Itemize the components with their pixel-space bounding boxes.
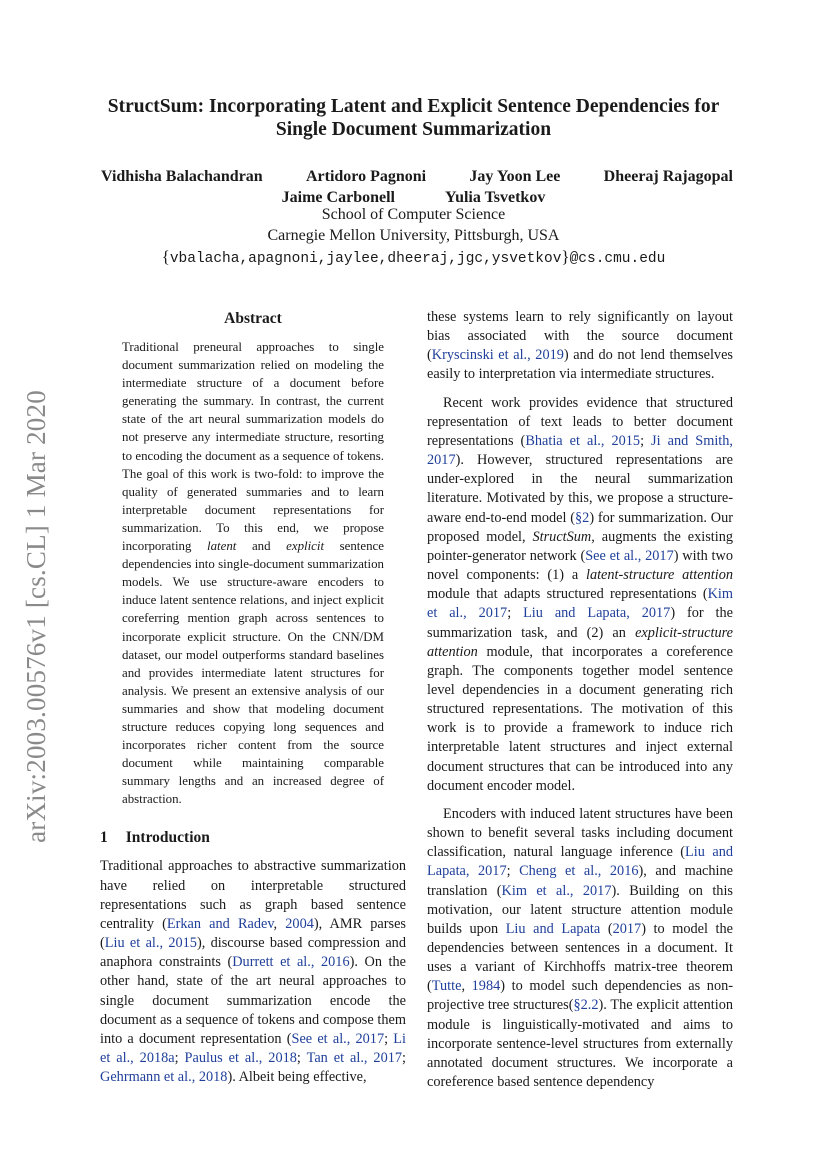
citation-link[interactable]: Durrett et al., 2016 (232, 954, 350, 971)
abstract-text: Traditional preneural approaches to single document summarization relied on modeling the intermediate structure of a document before generating the summary. In contrast, the current state of the art neural summarization models do not preserve any intermediate structure, resorting to encoding the document as a sequence of tokens. The goal of this work is two-fold: to improve the quality of generated summaries and to learn interpretable document representations for summarization. To this end, we propose incorporating latent and explicit sentence dependencies into single-document summarization models. We use structure-aware encoders to induce latent sentence relations, and inject explicit coreferring mention graph across sentences to incorporate explicit structure. On the CNN/DM dataset, our model outperforms standard baselines and provides intermediate latent structures for analysis. We present an extensive analysis of our summaries and show that modeling document structure reduces copying long sequences and incorporates richer content from the source document while maintaining comparable summary lengths and an increased degree of abstraction. (122, 340, 384, 807)
body-paragraph-continued: these systems learn to rely significantly on layout bias associated with the source document (Kryscinski et al., 2019) and do not lend themselves easily to interpretation via intermediate structures. (427, 309, 733, 383)
citation-link[interactable]: 2017 (612, 920, 642, 937)
section-title: Introduction (125, 829, 210, 847)
citation-link[interactable]: Tutte (431, 978, 462, 995)
author-list (80, 166, 747, 208)
email-users: vbalacha,apagnoni,jaylee,dheeraj,jgc,ysvetkov (169, 251, 562, 267)
section-heading-introduction (100, 827, 406, 849)
right-column (427, 308, 733, 1092)
citation-link[interactable]: Gehrmann et al., 2018 (100, 1069, 228, 1086)
affiliation-school: School of Computer Science (321, 206, 506, 223)
citation-link[interactable]: Liu and Lapata, 2017 (523, 605, 671, 622)
email-brace-close: } (561, 247, 570, 266)
intro-paragraph-1: Traditional approaches to abstractive summarization have relied on interpretable structured representations such as graph based sentence centrality (Erkan and Radev, 2004), AMR parses (Liu et al., 2015), discourse based compression and anaphora constraints (Durrett et al., 2016). On the other hand, state of the art neural approaches to single document summarization encode the document as a sequence of tokens and compose them into a document representation (See et al., 2017; Li et al., 2018a; Paulus et al., 2018; Tan et al., 2017; Gehrmann et al., 2018). Albeit being effective, (100, 858, 407, 1086)
affiliation-block (80, 204, 747, 270)
email-domain: @cs.cmu.edu (569, 251, 666, 267)
citation-link[interactable]: Paulus et al., 2018 (184, 1050, 297, 1066)
citation-link[interactable]: Erkan and Radev (166, 915, 274, 932)
citation-link[interactable]: Kim et al., 2017 (501, 882, 612, 899)
abstract-heading: Abstract (224, 310, 282, 327)
citation-link[interactable]: See et al., 2017 (585, 547, 674, 564)
citation-link[interactable]: Kryscinski et al., 2019 (431, 347, 564, 364)
author-emails (80, 246, 747, 270)
citation-link[interactable]: Li et al., 2018a (100, 1030, 406, 1066)
title-line-2: Single Document Summarization (275, 119, 552, 140)
citation-link[interactable]: See et al., 2017 (291, 1030, 385, 1047)
citation-link[interactable]: 1984 (471, 978, 501, 995)
citation-link[interactable]: Liu and Lapata, 2017 (427, 844, 733, 880)
citation-link[interactable]: Liu et al., 2015 (104, 935, 197, 952)
author-row-1 (80, 166, 747, 187)
paper-title (80, 95, 747, 141)
author-name: Jay Yoon Lee (469, 168, 561, 185)
title-line-1: StructSum: Incorporating Latent and Explicit Sentence Dependencies for (107, 96, 720, 117)
section-number: 1 (100, 829, 108, 847)
section-reference-link[interactable]: §2.2 (573, 997, 599, 1014)
citation-link[interactable]: Kim et al., 2017 (427, 586, 733, 622)
left-column (100, 308, 406, 1087)
arxiv-watermark (16, 366, 56, 866)
affiliation-university: Carnegie Mellon University, Pittsburgh, USA (267, 227, 560, 244)
email-brace-open: { (161, 247, 170, 266)
citation-link[interactable]: Cheng et al., 2016 (519, 863, 639, 880)
author-name: Jaime Carbonell (281, 189, 395, 206)
citation-link[interactable]: Bhatia et al., 2015 (525, 432, 641, 449)
citation-link[interactable]: Tan et al., 2017 (306, 1050, 403, 1066)
citation-link[interactable]: 2004 (285, 915, 314, 932)
body-paragraph-3: Encoders with induced latent structures have been shown to benefit several tasks including document classification, natural language inference (Liu and Lapata, 2017; Cheng et al., 2016), and machine translation (Kim et al., 2017). Building on this motivation, our latent structure attention module builds upon Liu and Lapata (2017) to model the dependencies between sentences in a document. It uses a variant of Kirchhoffs matrix-tree theorem (Tutte, 1984) to model such dependencies as non-projective tree structures(§2.2). The explicit attention module is linguistically-motivated and aims to incorporate sentence-level structures from externally annotated document structures. We incorporate a coreference based sentence dependency (427, 805, 734, 1091)
author-name: Yulia Tsvetkov (444, 189, 546, 206)
author-name: Artidoro Pagnoni (305, 168, 427, 185)
author-name: Dheeraj Rajagopal (603, 168, 733, 185)
citation-link[interactable]: Ji and Smith, 2017 (427, 432, 733, 469)
arxiv-id-text: arXiv:2003.00576v1 [cs.CL] 1 Mar 2020 (20, 389, 51, 843)
citation-link[interactable]: Liu and Lapata (505, 920, 601, 937)
body-paragraph-2: Recent work provides evidence that structured representation of text leads to better document representations (Bhatia et al., 2015; Ji and Smith, 2017). However, structured representations are under-explored in the neural summarization literature. Motivated by this, we propose a structure-aware end-to-end model (§2) for summarization. Our proposed model, StructSum, augments the existing pointer-generator network (See et al., 2017) with two novel components: (1) a latent-structure attention module that adapts structured representations (Kim et al., 2017; Liu and Lapata, 2017) for the summarization task, and (2) an explicit-structure attention module, that incorporates a coreference graph. The components together model sentence level dependencies in a document generating rich structured representations. The motivation of this work is to provide a framework to induce rich interpretable latent structures and inject external document structures that can be introduced into any document encoder model. (427, 394, 734, 794)
author-name: Vidhisha Balachandran (101, 168, 263, 185)
section-reference-link[interactable]: §2 (575, 509, 590, 526)
